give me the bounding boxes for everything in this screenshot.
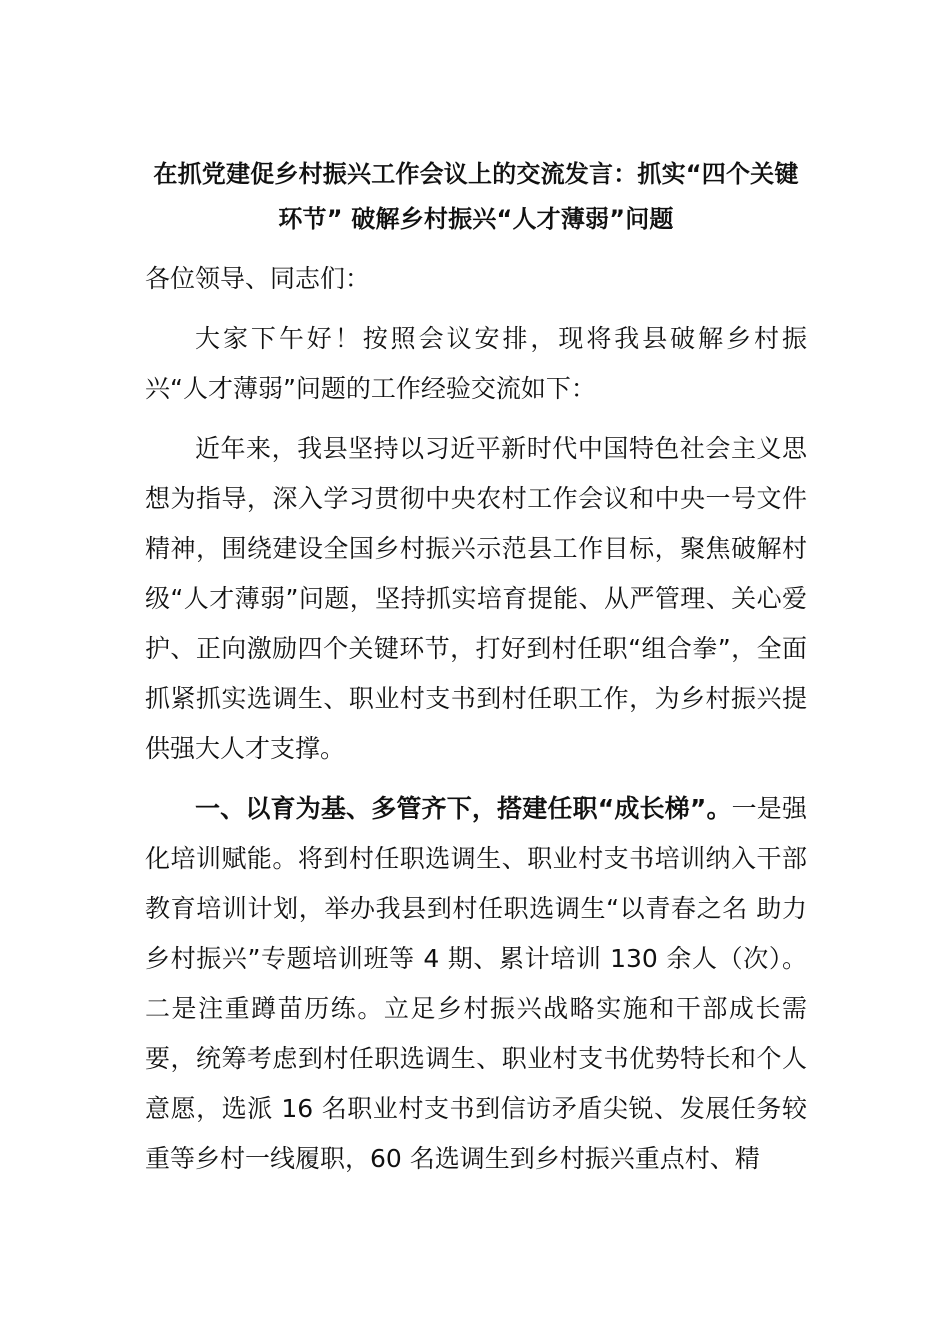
paragraph-text: 大家下午好！按照会议安排，现将我县破解乡村振兴“人才薄弱”问题的工作经验交流如下： [145, 324, 807, 403]
salutation: 各位领导、同志们： [145, 264, 371, 293]
paragraph-greeting [145, 314, 807, 414]
paragraph-background [145, 424, 807, 774]
paragraph-section-one [145, 784, 807, 1184]
document-title: 在抓党建促乡村振兴工作会议上的交流发言：抓实“四个关键环节” 破解乡村振兴“人才薄弱”问题 [153, 160, 799, 233]
document-page [145, 152, 807, 1184]
paragraph-text: 一是强化培训赋能。将到村任职选调生、职业村支书培训纳入干部教育培训计划，举办我县到村任职选调生“以青春之名 助力乡村振兴”专题培训班等 4 期、累计培训 130 余人（次）。二是注重蹲苗历练。立足乡村振兴战略实施和干部成长需要，统筹考虑到村任职选调生、职业村支书优势特长和个人意愿，选派 16 名职业村支书到信访矛盾尖锐、发展任务较重等乡村一线履职，60 名选调生到乡村振兴重点村、精 [145, 794, 807, 1173]
section-heading: 一、以育为基、多管齐下，搭建任职“成长梯”。 [195, 794, 732, 823]
paragraph-text: 近年来，我县坚持以习近平新时代中国特色社会主义思想为指导，深入学习贯彻中央农村工作会议和中央一号文件精神，围绕建设全国乡村振兴示范县工作目标，聚焦破解村级“人才薄弱”问题，坚持抓实培育提能、从严管理、关心爱护、正向激励四个关键环节，打好到村任职“组合拳”，全面抓紧抓实选调生、职业村支书到村任职工作，为乡村振兴提供强大人才支撑。 [145, 434, 807, 763]
